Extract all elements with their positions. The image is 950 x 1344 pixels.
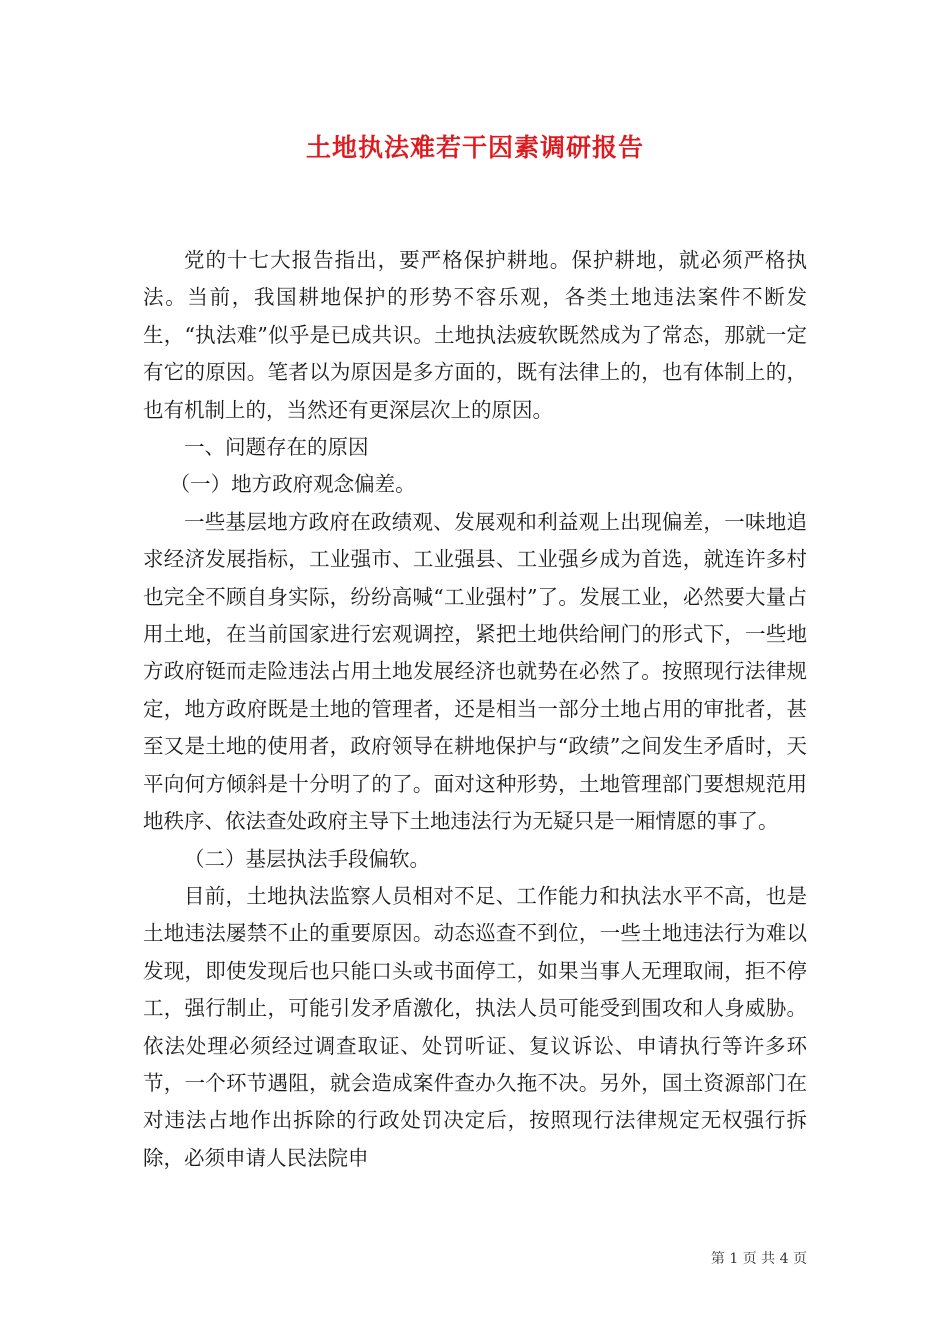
subheading-enforcement-means: （二）基层执法手段偏软。: [184, 846, 430, 871]
paragraph-intro: 党的十七大报告指出，要严格保护耕地。保护耕地，就必须严格执法。当前，我国耕地保护的形势不容乐观，各类土地违法案件不断发生，“执法难”似乎是已成共识。土地执法疲软既然成为了常态，那就一定有它的原因。笔者以为原因是多方面的，既有法律上的，也有体制上的，也有机制上的，当然还有更深层次上的原因。: [143, 248, 807, 422]
paragraph-enforcement-means: 目前，土地执法监察人员相对不足、工作能力和执法水平不高，也是土地违法屡禁不止的重要原因。动态巡查不到位，一些土地违法行为难以发现，即使发现后也只能口头或书面停工，如果当事人无理取闹，拒不停工，强行制止，可能引发矛盾激化，执法人员可能受到围攻和人身威胁。依法处理必须经过调查取证、处罚听证、复议诉讼、申请执行等许多环节，一个环节遇阻，就会造成案件查办久拖不决。另外，国土资源部门在对违法占地作出拆除的行政处罚决定后，按照现行法律规定无权强行拆除，必须申请人民法院申: [143, 883, 807, 1170]
paragraph-local-government: 一些基层地方政府在政绩观、发展观和利益观上出现偏差，一味地追求经济发展指标，工业强市、工业强县、工业强乡成为首选，就连许多村也完全不顾自身实际，纷纷高喊“工业强村”了。发展工业，必然要大量占用土地，在当前国家进行宏观调控，紧把土地供给闸门的形式下，一些地方政府铤而走险违法占用土地发展经济也就势在必然了。按照现行法律规定，地方政府既是土地的管理者，还是相当一部分土地占用的审批者，甚至又是土地的使用者，政府领导在耕地保护与“政绩”之间发生矛盾时，天平向何方倾斜是十分明了的了。面对这种形势，土地管理部门要想规范用地秩序、依法查处政府主导下土地违法行为无疑只是一厢情愿的事了。: [143, 509, 807, 834]
page-title: 土地执法难若干因素调研报告: [305, 133, 644, 162]
page-footer: 第 1 页 共 4 页: [710, 1251, 807, 1267]
document-body: [143, 242, 807, 1177]
subheading-local-government: （一）地方政府观念偏差。: [169, 472, 416, 497]
section-heading: 一、问题存在的原因: [184, 435, 369, 460]
